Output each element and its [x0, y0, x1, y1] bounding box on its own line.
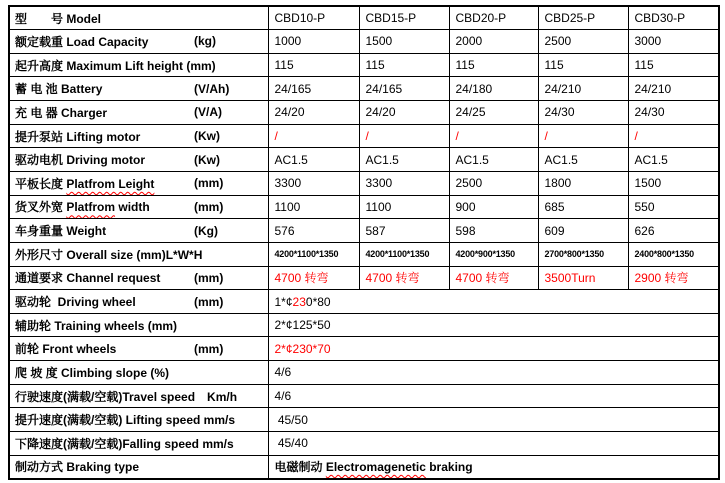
value-text: braking: [425, 460, 473, 475]
row-label-model: [9, 6, 268, 30]
row-front-wheels: [9, 337, 719, 361]
row-lifting-motor: [9, 124, 719, 148]
value-cell: 1100: [268, 195, 359, 219]
value-cell: 1500: [359, 30, 449, 54]
value-cell: 1100: [359, 195, 449, 219]
value-cell: 24/210: [628, 77, 719, 101]
label-en: Load Capacity: [66, 34, 149, 49]
label-en: Driving motor: [66, 153, 146, 168]
label-zh: 通道要求: [15, 271, 67, 286]
value-cell: 4700 转弯: [449, 266, 538, 290]
value-cell: 4200*1100*1350: [359, 242, 449, 266]
row-driving-wheel: [9, 290, 719, 314]
label-unit: Km/h: [207, 389, 238, 404]
value-text: 0*80: [305, 294, 331, 309]
value-cell: 115: [359, 53, 449, 77]
value-cell-merged: 45/50: [268, 408, 719, 432]
value-cell-merged: 2*¢230*70: [268, 337, 719, 361]
label-zh: 行驶速度(满载/空载): [15, 389, 123, 404]
value-cell: 4200*1100*1350: [268, 242, 359, 266]
value-cell: 1800: [538, 171, 628, 195]
value-cell-merged: 4/6: [268, 384, 719, 408]
row-label-platform-length: [9, 171, 268, 195]
row-overall-size: [9, 242, 719, 266]
value-cell: 1000: [268, 30, 359, 54]
value-cell: AC1.5: [628, 148, 719, 172]
value-cell: /: [268, 124, 359, 148]
label-zh: 外形尺寸: [15, 247, 67, 262]
row-label-lifting-speed: [9, 408, 268, 432]
label-zh: 起升高度: [15, 58, 67, 73]
value-cell-merged: [268, 455, 719, 479]
label-zh: 下降速度(满载/空载): [15, 436, 123, 451]
row-label-charger: [9, 101, 268, 125]
row-label-channel-request: [9, 266, 268, 290]
value-cell: 24/165: [268, 77, 359, 101]
row-braking-type: [9, 455, 719, 479]
row-label-climbing-slope: [9, 361, 268, 385]
label-en: Lifting speed: [125, 413, 204, 428]
value-text: 电磁制动: [274, 460, 326, 475]
row-label-travel-speed: [9, 384, 268, 408]
label-en: Lifting motor: [66, 129, 141, 144]
label-unit: (V/A): [194, 105, 222, 120]
row-label-overall-size: [9, 242, 268, 266]
value-cell: 3500Turn: [538, 266, 628, 290]
value-cell: 115: [449, 53, 538, 77]
label-en: Travel speed: [122, 389, 196, 404]
value-cell: 2700*800*1350: [538, 242, 628, 266]
value-cell: 24/165: [359, 77, 449, 101]
value-cell-merged: 2*¢125*50: [268, 313, 719, 337]
value-cell: CBD25-P: [538, 6, 628, 30]
label-en: Training wheels (mm): [54, 318, 178, 333]
value-cell: AC1.5: [268, 148, 359, 172]
value-cell: 2400*800*1350: [628, 242, 719, 266]
label-en: Front wheels: [42, 342, 117, 357]
value-cell: 587: [359, 219, 449, 243]
value-cell: 115: [268, 53, 359, 77]
row-charger: [9, 101, 719, 125]
value-cell: CBD15-P: [359, 6, 449, 30]
row-driving-motor: [9, 148, 719, 172]
value-cell: AC1.5: [449, 148, 538, 172]
label-zh: 平板长度: [15, 176, 67, 191]
value-cell: 2500: [538, 30, 628, 54]
value-cell: /: [628, 124, 719, 148]
value-cell: 4700 转弯: [359, 266, 449, 290]
label-en: Overall size (mm)L*W*H: [66, 247, 203, 262]
value-cell: 550: [628, 195, 719, 219]
label-zh: 额定载重: [15, 34, 67, 49]
label-zh: 提升泵站: [15, 129, 67, 144]
row-label-braking-type: [9, 455, 268, 479]
label-unit: (mm): [194, 341, 224, 356]
row-label-load-capacity: [9, 30, 268, 54]
row-climbing-slope: [9, 361, 719, 385]
label-zh: 驱动电机: [15, 153, 67, 168]
value-cell: 4700 转弯: [268, 266, 359, 290]
label-en: Channel request: [66, 271, 161, 286]
label-unit: (kg): [194, 34, 216, 49]
row-label-driving-wheel: [9, 290, 268, 314]
value-cell: 24/180: [449, 77, 538, 101]
value-cell: CBD10-P: [268, 6, 359, 30]
value-text-red: 23: [292, 294, 306, 309]
value-cell: 900: [449, 195, 538, 219]
row-model: [9, 6, 719, 30]
value-cell-merged: 4/6: [268, 361, 719, 385]
value-cell: 24/30: [538, 101, 628, 125]
value-cell: 576: [268, 219, 359, 243]
value-cell: 24/20: [268, 101, 359, 125]
label-unit: (Kw): [194, 152, 220, 167]
label-unit: (mm): [194, 199, 224, 214]
label-zh: 辅助轮: [15, 318, 55, 333]
value-cell: 24/30: [628, 101, 719, 125]
value-cell: 3300: [359, 171, 449, 195]
value-cell: 3000: [628, 30, 719, 54]
value-cell: 685: [538, 195, 628, 219]
row-falling-speed: [9, 432, 719, 456]
row-label-front-wheels: [9, 337, 268, 361]
label-zh: 前轮: [15, 342, 43, 357]
row-lift-height: [9, 53, 719, 77]
label-en-misspelled: Platfrom Leight: [66, 176, 155, 191]
label-unit: (mm): [194, 294, 224, 309]
label-unit: (mm): [194, 176, 224, 191]
value-cell: /: [538, 124, 628, 148]
row-lifting-speed: [9, 408, 719, 432]
value-text-misspelled: Electromagenetic: [325, 460, 426, 475]
label-unit: (V/Ah): [194, 81, 230, 96]
value-cell: 598: [449, 219, 538, 243]
label-en: Maximum Lift height (mm): [66, 58, 216, 73]
value-cell: 2000: [449, 30, 538, 54]
label-en: Climbing slope (%): [61, 365, 170, 380]
value-cell: /: [359, 124, 449, 148]
value-cell: 626: [628, 219, 719, 243]
label-en: Battery: [61, 82, 103, 97]
value-cell: 4200*900*1350: [449, 242, 538, 266]
value-text: 1*¢: [274, 294, 293, 309]
label-en: Charger: [61, 105, 108, 120]
label-zh: 制动方式: [15, 460, 67, 475]
value-cell-merged: 45/40: [268, 432, 719, 456]
row-label-falling-speed: [9, 432, 268, 456]
row-travel-speed: [9, 384, 719, 408]
row-channel-request: [9, 266, 719, 290]
row-load-capacity: [9, 30, 719, 54]
row-platform-length: [9, 171, 719, 195]
label-zh: 货叉外宽: [15, 200, 67, 215]
label-en: Weight: [66, 224, 107, 239]
row-label-training-wheels: [9, 313, 268, 337]
row-platform-width: [9, 195, 719, 219]
label-zh: 车身重量: [15, 224, 67, 239]
label-unit: (mm): [194, 270, 224, 285]
row-weight: [9, 219, 719, 243]
label-zh: 提升速度(满载/空载): [15, 413, 126, 428]
value-cell: 3300: [268, 171, 359, 195]
label-en: width: [115, 200, 150, 215]
label-unit: (Kw): [194, 129, 220, 144]
value-cell: 115: [538, 53, 628, 77]
label-unit: (Kg): [194, 223, 218, 238]
value-cell: 24/210: [538, 77, 628, 101]
value-cell: 609: [538, 219, 628, 243]
label-en: Braking type: [66, 460, 140, 475]
value-cell-merged: [268, 290, 719, 314]
value-cell: AC1.5: [538, 148, 628, 172]
label-zh: 型 号: [15, 11, 67, 26]
row-label-driving-motor: [9, 148, 268, 172]
label-unit: mm/s: [202, 436, 234, 451]
label-en: Falling speed: [122, 436, 203, 451]
value-cell: 115: [628, 53, 719, 77]
value-cell: 1500: [628, 171, 719, 195]
row-label-lift-height: [9, 53, 268, 77]
value-cell: 24/25: [449, 101, 538, 125]
row-training-wheels: [9, 313, 719, 337]
row-label-weight: [9, 219, 268, 243]
row-label-lifting-motor: [9, 124, 268, 148]
forklift-spec-table: [8, 5, 720, 480]
value-cell: CBD20-P: [449, 6, 538, 30]
label-zh: 充 电 器: [15, 105, 62, 120]
label-en-misspelled: Platfrom: [66, 200, 116, 215]
value-cell: 2500: [449, 171, 538, 195]
value-cell: 2900 转弯: [628, 266, 719, 290]
value-cell: /: [449, 124, 538, 148]
row-battery: [9, 77, 719, 101]
label-en: Driving wheel: [57, 295, 136, 309]
spec-sheet: [8, 5, 720, 480]
row-label-platform-width: [9, 195, 268, 219]
label-unit: mm/s: [203, 413, 236, 428]
label-zh: 驱动轮: [15, 295, 58, 309]
value-cell: 24/20: [359, 101, 449, 125]
label-zh: 蓄 电 池: [15, 82, 62, 97]
label-en: Model: [66, 11, 102, 26]
value-cell: CBD30-P: [628, 6, 719, 30]
row-label-battery: [9, 77, 268, 101]
value-cell: AC1.5: [359, 148, 449, 172]
label-zh: 爬 坡 度: [15, 365, 62, 380]
